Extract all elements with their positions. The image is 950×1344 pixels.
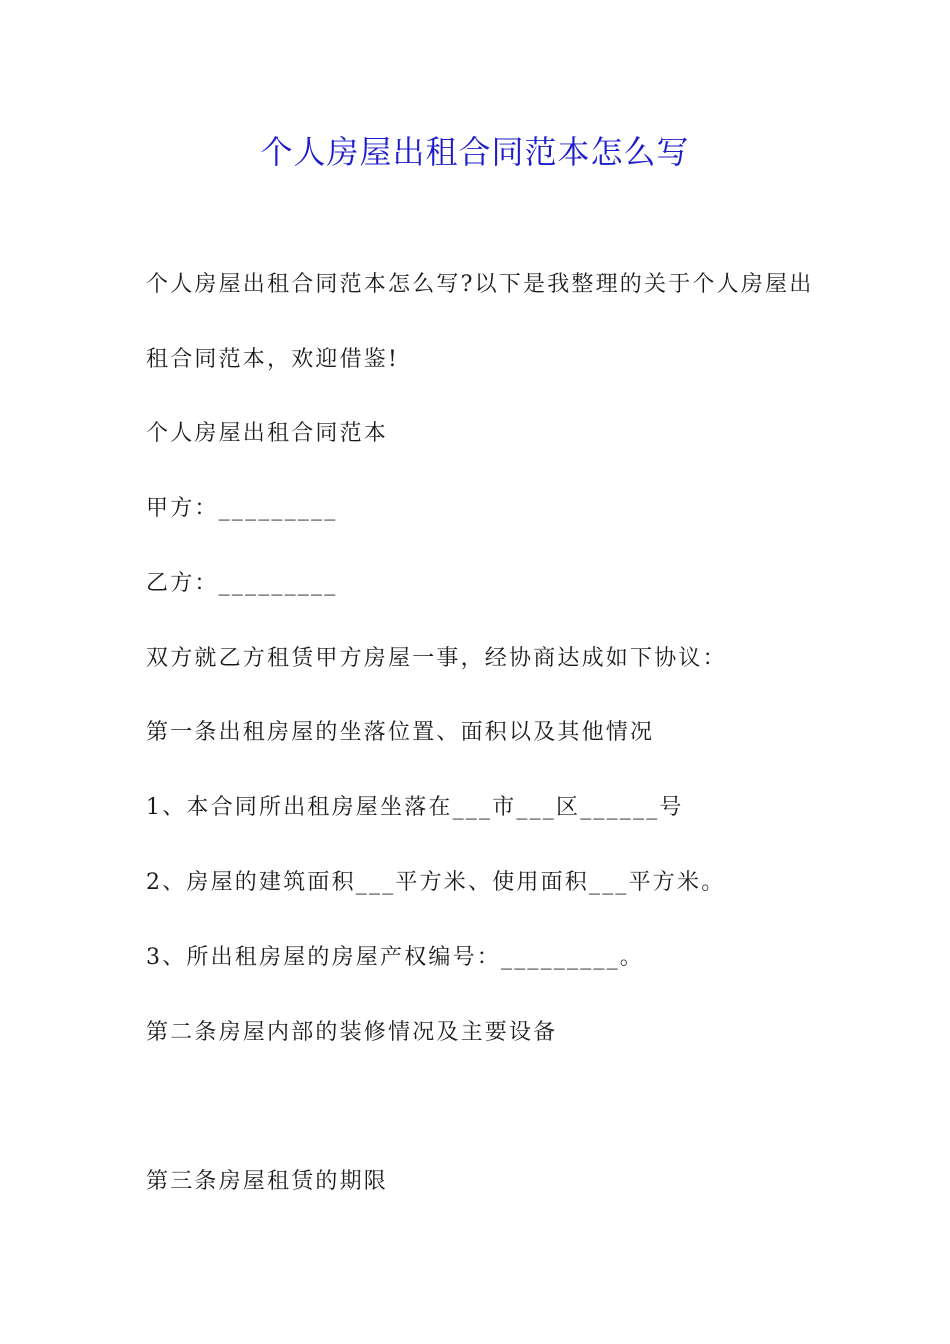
article-1-item-3: 3、所出租房屋的房屋产权编号：_________。 — [146, 945, 644, 970]
article-3-heading: 第三条房屋租赁的期限 — [146, 1169, 389, 1194]
party-b-line: 乙方：_________ — [146, 571, 338, 596]
document-title: 个人房屋出租合同范本怎么写 — [260, 133, 690, 171]
article-2-heading: 第二条房屋内部的装修情况及主要设备 — [146, 1020, 558, 1045]
article-1-item-1: 1、本合同所出租房屋坐落在___市___区______号 — [146, 795, 684, 820]
intro-line-1: 个人房屋出租合同范本怎么写?以下是我整理的关于个人房屋出 — [146, 272, 814, 297]
agreement-line: 双方就乙方租赁甲方房屋一事，经协商达成如下协议： — [146, 646, 727, 671]
article-1-heading: 第一条出租房屋的坐落位置、面积以及其他情况 — [146, 720, 655, 745]
party-a-line: 甲方：_________ — [146, 496, 338, 521]
intro-line-2: 租合同范本，欢迎借鉴! — [146, 347, 400, 372]
contract-heading: 个人房屋出租合同范本 — [146, 421, 389, 446]
article-1-item-2: 2、房屋的建筑面积___平方米、使用面积___平方米。 — [146, 870, 726, 895]
